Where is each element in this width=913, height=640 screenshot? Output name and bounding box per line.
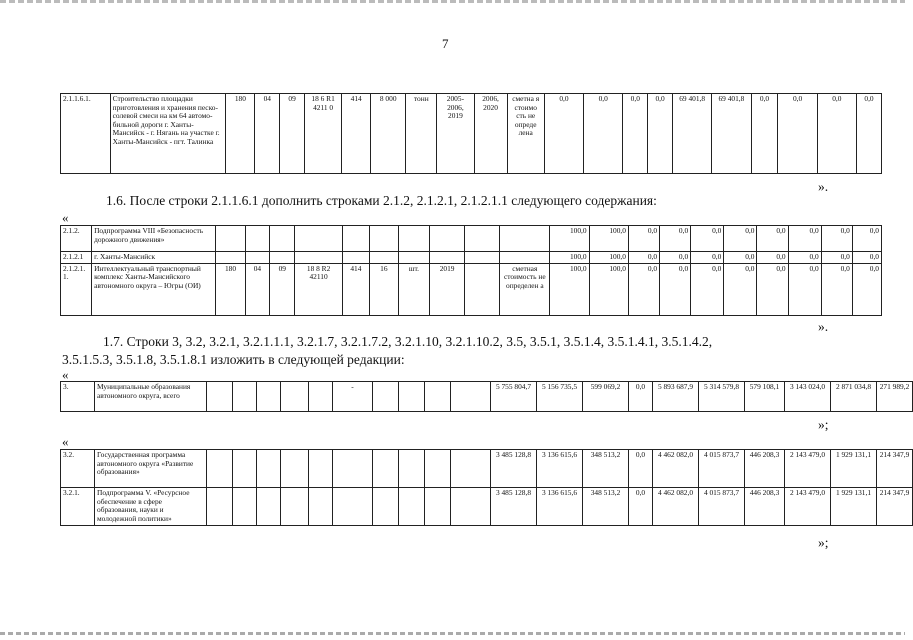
table-cell: 0,0 [857,94,882,174]
table-cell [369,226,398,252]
table-cell: 18 8 R2 42110 [295,263,343,315]
table-cell: шт. [398,263,429,315]
table-cell [257,488,281,526]
table-cell: 0,0 [852,226,881,252]
table-cell [270,226,295,252]
table-cell: 214 347,9 [877,488,913,526]
table-cell: 0,0 [724,263,757,315]
table-road-safety [60,225,882,316]
table-cell: 0,0 [788,226,821,252]
table-cell [309,382,333,412]
table-cell: 8 000 [371,94,406,174]
table-cell [342,226,369,252]
table-cell: 100,0 [550,252,589,264]
table-cell: 0,0 [757,252,788,264]
table-cell: Муниципальные образования автономного округа, всего [95,382,207,412]
table-cell: 3 136 615,6 [537,450,583,488]
table-row [61,94,882,174]
table-cell [295,226,343,252]
table-cell [398,226,429,252]
table-cell: 271 989,2 [877,382,913,412]
table-cell: 100,0 [589,226,628,252]
table-cell: 0,0 [852,263,881,315]
table-cell: 180 [226,94,255,174]
table-row [61,226,882,252]
table-cell: 4 015 873,7 [699,488,745,526]
table-cell [429,252,464,264]
table-cell: 69 401,8 [712,94,751,174]
table-cell: 100,0 [550,263,589,315]
table-cell: 18 6 R1 4211 0 [304,94,341,174]
table-cell [257,382,281,412]
table-row [61,488,913,526]
table-cell: 100,0 [550,226,589,252]
table-cell: 3 143 024,0 [785,382,831,412]
table-cell [309,488,333,526]
table-cell [399,488,425,526]
table-cell [465,252,500,264]
table-cell: 579 108,1 [745,382,785,412]
paragraph-1-7-line-2: 3.5.1.5.3, 3.5.1.8, 3.5.1.8.1 изложить в следующей редакции: [62,352,405,367]
table-cell: 3.2.1. [61,488,95,526]
table-cell: 09 [270,263,295,315]
table-cell: 0,0 [629,382,653,412]
table-cell: 0,0 [629,450,653,488]
table-cell: 414 [342,263,369,315]
table-cell: 5 156 735,5 [537,382,583,412]
table-cell: 3 485 128,8 [491,488,537,526]
table-cell: 04 [255,94,280,174]
table-cell [465,226,500,252]
table-cell: 0,0 [788,263,821,315]
table-cell: 1 929 131,1 [831,450,877,488]
table-row [61,382,913,412]
table-cell: 0,0 [628,252,659,264]
table-cell [233,450,257,488]
table-cell [281,382,309,412]
table-cell [425,488,451,526]
table-cell [257,450,281,488]
table-cell: 100,0 [589,263,628,315]
table-cell: 1 929 131,1 [831,488,877,526]
table-cell [216,226,245,252]
table-cell: 3.2. [61,450,95,488]
table-cell [425,450,451,488]
opening-quote: « [62,367,69,382]
table-cell: 414 [342,94,371,174]
table-cell: 0,0 [821,252,852,264]
table-education [60,449,913,526]
table-cell: сметна я стоимо сть не опреде лена [507,94,544,174]
table-cell: 2.1.1.6.1. [61,94,111,174]
table-cell: Строительство площадки приготовления и хранения песко-солевой смеси на км 64 автомо-бильной дороги г. Ханты-Мансийск - г. Нягань на участке г. Ханты-Мансийск - пгт. Талинка [110,94,226,174]
table-cell: 0,0 [821,226,852,252]
table-body [61,94,882,174]
table-cell: 0,0 [724,252,757,264]
table-cell [425,382,451,412]
table-cell: 0,0 [821,263,852,315]
table-cell [270,252,295,264]
table-cell: 5 755 804,7 [491,382,537,412]
table-cell: 446 208,3 [745,488,785,526]
table-cell [399,450,425,488]
table-cell: 0,0 [623,94,648,174]
table-construction [60,93,882,174]
table-cell: 3. [61,382,95,412]
table-cell: 3 485 128,8 [491,450,537,488]
table-cell [500,226,550,252]
table-cell [245,226,270,252]
table-cell [429,226,464,252]
table-cell: 214 347,9 [877,450,913,488]
closing-quote: ». [818,319,829,334]
table-cell: 09 [280,94,305,174]
table-cell [309,450,333,488]
table-cell: 0,0 [691,226,724,252]
table-cell: 5 314 579,8 [699,382,745,412]
table-cell: Интеллектуальный транспортный комплекс Ханты-Мансийского автономного округа – Югры (ОИ) [92,263,216,315]
table-cell: 2.1.2. [61,226,92,252]
table-cell [451,488,491,526]
table-cell: 0,0 [778,94,817,174]
table-cell: 3 136 615,6 [537,488,583,526]
paragraph-1-6: 1.6. После строки 2.1.1.6.1 дополнить строками 2.1.2, 2.1.2.1, 2.1.2.1.1 следующего содержания: [106,193,657,208]
table-cell [281,488,309,526]
table-cell: 0,0 [757,226,788,252]
table-cell: 2005-2006, 2019 [437,94,474,174]
table-cell: 0,0 [660,263,691,315]
table-cell [398,252,429,264]
table-cell: 4 015 873,7 [699,450,745,488]
table-row [61,450,913,488]
table-cell: 16 [369,263,398,315]
paragraph-1-7-line-1: 1.7. Строки 3, 3.2, 3.2.1, 3.2.1.1.1, 3.2.1.7, 3.2.1.7.2, 3.2.1.10, 3.2.1.10.2, 3.5, 3.5.1, 3.5.1.4, 3.5.1.4.1, 3.5.1.4.2, [103,334,713,349]
table-cell: 0,0 [544,94,583,174]
table-cell: 0,0 [691,263,724,315]
table-cell: 4 462 082,0 [653,488,699,526]
table-cell [216,252,245,264]
table-cell: Подпрограмма VIII «Безопасность дорожного движения» [92,226,216,252]
table-cell: 446 208,3 [745,450,785,488]
table-body [61,450,913,526]
table-municipalities [60,381,913,412]
table-cell: 599 069,2 [583,382,629,412]
table-cell: 0,0 [751,94,778,174]
table-cell [295,252,343,264]
page-number: 7 [442,36,449,51]
table-cell [245,252,270,264]
table-cell: 0,0 [852,252,881,264]
table-cell: Подпрограмма V. «Ресурсное обеспечение в сфере образования, науки и молодежной политики» [95,488,207,526]
table-cell: 348 513,2 [583,488,629,526]
table-cell: сметная стоимость не определен а [500,263,550,315]
table-cell: г. Ханты-Мансийск [92,252,216,264]
table-cell: 0,0 [628,226,659,252]
table-cell: 2019 [429,263,464,315]
table-cell [451,450,491,488]
table-cell [369,252,398,264]
table-cell [233,382,257,412]
table-cell [207,488,233,526]
table-cell [373,488,399,526]
scan-edge-bottom [0,632,905,635]
scan-edge-top [0,0,905,3]
table-cell [342,252,369,264]
table-cell [373,450,399,488]
opening-quote: « [62,210,69,225]
table-cell [451,382,491,412]
closing-quote: ». [818,179,829,194]
table-cell: 5 893 687,9 [653,382,699,412]
table-cell: 0,0 [629,488,653,526]
table-cell: 2006, 2020 [474,94,507,174]
table-cell: 0,0 [628,263,659,315]
table-cell [333,450,373,488]
table-cell: 0,0 [660,252,691,264]
table-cell: тонн [406,94,437,174]
table-cell: 0,0 [648,94,673,174]
table-cell: 100,0 [589,252,628,264]
table-cell: Государственная программа автономного округа «Развитие образования» [95,450,207,488]
table-row [61,252,882,264]
table-cell: 2 871 034,8 [831,382,877,412]
table-cell [465,263,500,315]
table-cell: 0,0 [817,94,856,174]
table-cell: 0,0 [788,252,821,264]
table-cell: - [333,382,373,412]
table-cell: 348 513,2 [583,450,629,488]
table-cell: 2 143 479,0 [785,488,831,526]
table-cell [281,450,309,488]
table-cell: 2 143 479,0 [785,450,831,488]
table-cell: 180 [216,263,245,315]
table-cell [233,488,257,526]
table-cell: 4 462 082,0 [653,450,699,488]
table-cell [207,382,233,412]
closing-quote: »; [818,417,829,432]
table-cell [333,488,373,526]
table-cell [207,450,233,488]
table-cell [373,382,399,412]
table-body [61,226,882,316]
table-cell: 0,0 [584,94,623,174]
table-cell: 69 401,8 [673,94,712,174]
table-cell: 2.1.2.1 [61,252,92,264]
table-cell: 2.1.2.1. 1. [61,263,92,315]
table-cell: 04 [245,263,270,315]
table-cell: 0,0 [691,252,724,264]
closing-quote: »; [818,535,829,550]
table-cell: 0,0 [660,226,691,252]
table-body [61,382,913,412]
table-row [61,263,882,315]
table-cell [500,252,550,264]
table-cell: 0,0 [757,263,788,315]
opening-quote: « [62,434,69,449]
table-cell: 0,0 [724,226,757,252]
table-cell [399,382,425,412]
